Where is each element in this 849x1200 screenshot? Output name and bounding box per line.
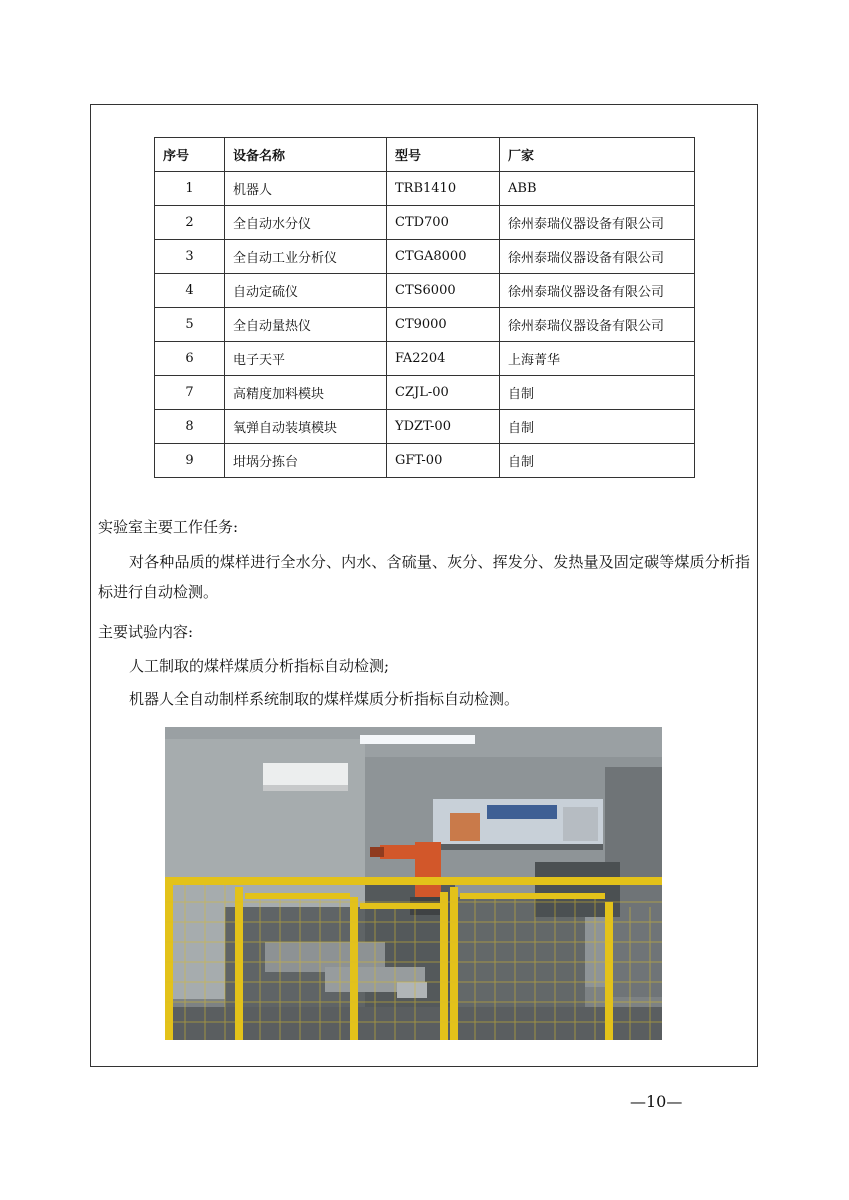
header-cell: 型号	[387, 138, 500, 172]
cell-model: CTD700	[387, 206, 500, 240]
cell-device-name: 机器人	[225, 172, 387, 206]
cell-manufacturer: 自制	[500, 376, 695, 410]
cell-manufacturer: ABB	[500, 172, 695, 206]
cell-index: 7	[155, 376, 225, 410]
table-row	[155, 410, 695, 444]
cell-model: FA2204	[387, 342, 500, 376]
cell-model: CZJL-00	[387, 376, 500, 410]
cell-model: TRB1410	[387, 172, 500, 206]
cell-device-name: 全自动水分仪	[225, 206, 387, 240]
cell-index: 1	[155, 172, 225, 206]
cell-index: 3	[155, 240, 225, 274]
tasks-body: 对各种品质的煤样进行全水分、内水、含硫量、灰分、挥发分、发热量及固定碳等煤质分析指标进行自动检测。	[98, 553, 750, 601]
cell-device-name: 全自动量热仪	[225, 308, 387, 342]
cell-manufacturer: 徐州泰瑞仪器设备有限公司	[500, 308, 695, 342]
table-row	[155, 376, 695, 410]
cell-manufacturer: 上海菁华	[500, 342, 695, 376]
lab-photo	[165, 727, 662, 1040]
table-header-row	[155, 138, 695, 172]
cell-manufacturer: 自制	[500, 444, 695, 478]
table-row	[155, 240, 695, 274]
cell-manufacturer: 徐州泰瑞仪器设备有限公司	[500, 240, 695, 274]
cell-index: 2	[155, 206, 225, 240]
content-item-1: 人工制取的煤样煤质分析指标自动检测;	[129, 657, 390, 675]
table-row	[155, 206, 695, 240]
cell-model: CT9000	[387, 308, 500, 342]
table-row	[155, 274, 695, 308]
cell-device-name: 全自动工业分析仪	[225, 240, 387, 274]
table-row	[155, 342, 695, 376]
header-cell: 厂家	[500, 138, 695, 172]
lab-photo-illustration	[165, 727, 662, 1040]
cell-index: 6	[155, 342, 225, 376]
cell-index: 8	[155, 410, 225, 444]
header-cell: 设备名称	[225, 138, 387, 172]
table-row	[155, 172, 695, 206]
cell-device-name: 电子天平	[225, 342, 387, 376]
tasks-heading: 实验室主要工作任务:	[98, 518, 239, 536]
cell-index: 5	[155, 308, 225, 342]
content-item-2: 机器人全自动制样系统制取的煤样煤质分析指标自动检测。	[129, 690, 520, 708]
cell-index: 4	[155, 274, 225, 308]
equipment-table	[154, 137, 695, 478]
cell-model: CTGA8000	[387, 240, 500, 274]
cell-manufacturer: 徐州泰瑞仪器设备有限公司	[500, 206, 695, 240]
page-number: —10—	[630, 1092, 683, 1111]
header-cell: 序号	[155, 138, 225, 172]
cell-manufacturer: 自制	[500, 410, 695, 444]
cell-model: YDZT-00	[387, 410, 500, 444]
content-heading: 主要试验内容:	[98, 623, 194, 641]
cell-manufacturer: 徐州泰瑞仪器设备有限公司	[500, 274, 695, 308]
cell-model: CTS6000	[387, 274, 500, 308]
table-row	[155, 308, 695, 342]
cell-device-name: 氧弹自动装填模块	[225, 410, 387, 444]
cell-index: 9	[155, 444, 225, 478]
table-row	[155, 444, 695, 478]
cell-device-name: 坩埚分拣台	[225, 444, 387, 478]
cell-device-name: 自动定硫仪	[225, 274, 387, 308]
cell-device-name: 高精度加料模块	[225, 376, 387, 410]
cell-model: GFT-00	[387, 444, 500, 478]
